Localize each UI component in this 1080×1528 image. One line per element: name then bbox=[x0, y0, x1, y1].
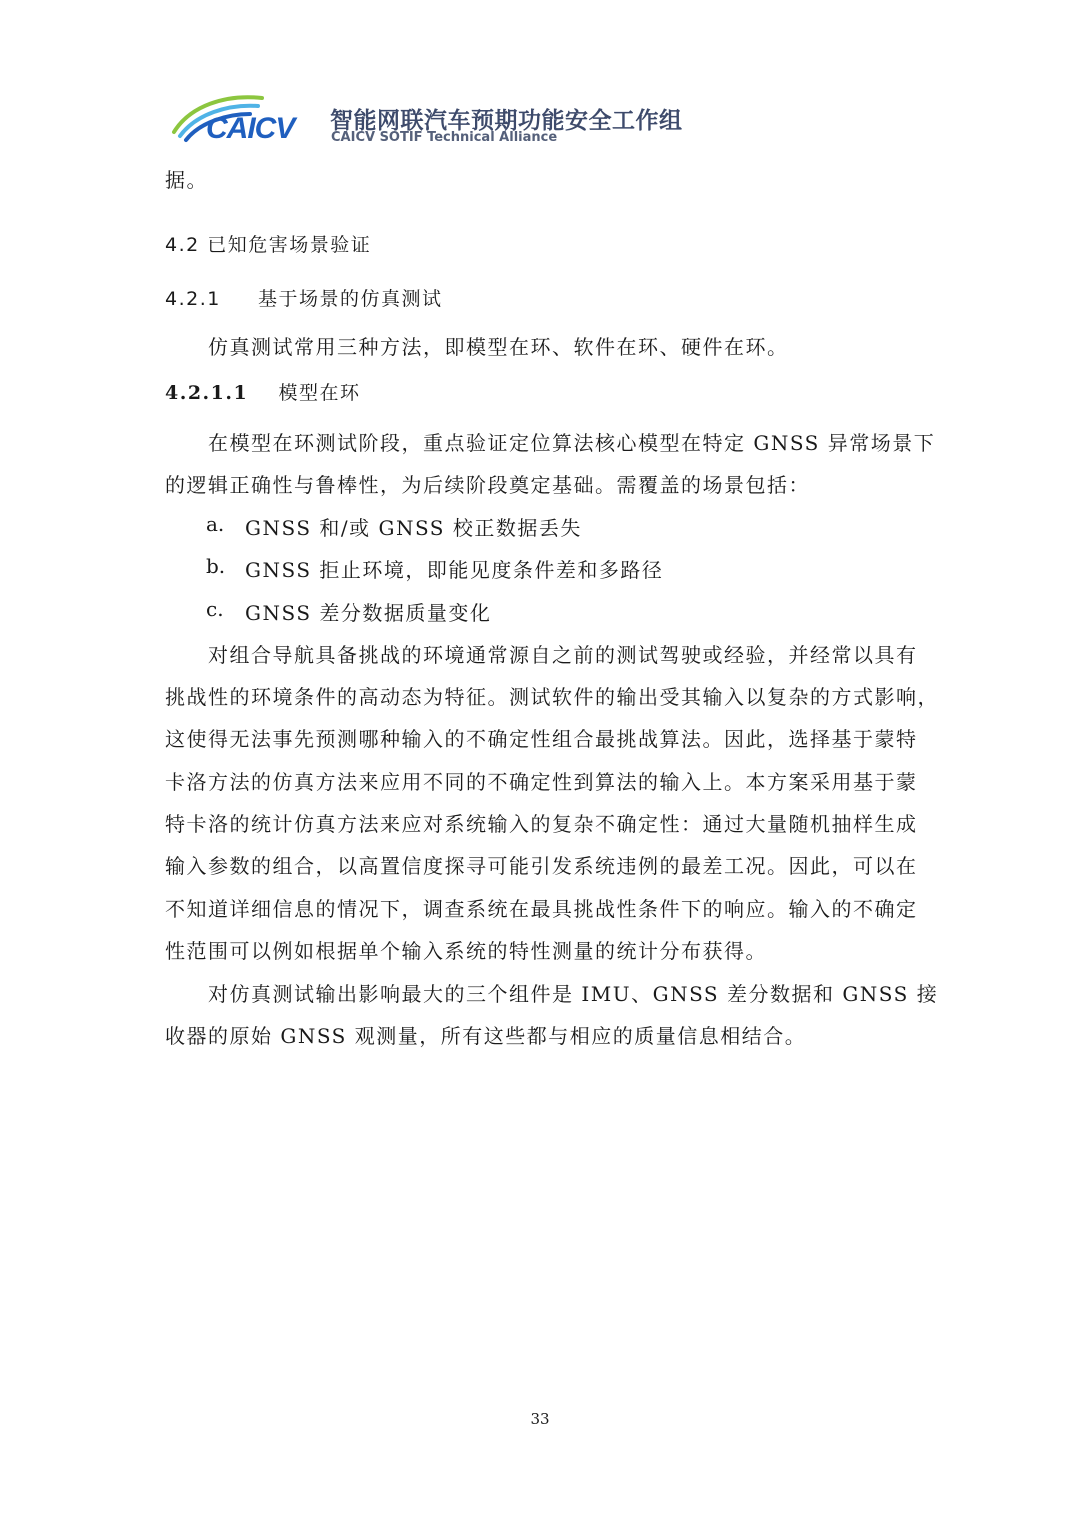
paragraph-line: 卡洛方法的仿真方法来应用不同的不确定性到算法的输入上。本方案采用基于蒙 bbox=[165, 770, 918, 794]
paragraph-line: 对组合导航具备挑战的环境通常源自之前的测试驾驶或经验，并经常以具有 bbox=[208, 643, 918, 667]
section-heading-4-2-1-1 bbox=[165, 378, 361, 405]
paragraph-line: 性范围可以例如根据单个输入系统的特性测量的统计分布获得。 bbox=[165, 939, 767, 963]
section-title: 基于场景的仿真测试 bbox=[257, 288, 443, 310]
section-heading-4-2-1 bbox=[165, 284, 442, 311]
paragraph-line: 对仿真测试输出影响最大的三个组件是 IMU、GNSS 差分数据和 GNSS 接 bbox=[208, 982, 939, 1006]
page-number: 33 bbox=[530, 1410, 550, 1428]
section-heading-4-2: 4.2 已知危害场景验证 bbox=[165, 234, 372, 256]
paragraph-line: 收器的原始 GNSS 观测量，所有这些都与相应的质量信息相结合。 bbox=[165, 1024, 807, 1048]
list-marker: b. bbox=[206, 554, 226, 578]
section-number: 4.2.1 bbox=[165, 288, 221, 310]
paragraph-line: 的逻辑正确性与鲁棒性，为后续阶段奠定基础。需覆盖的场景包括： bbox=[165, 473, 810, 497]
list-text: GNSS 差分数据质量变化 bbox=[245, 601, 492, 625]
org-name-en: CAICV SOTIF Technical Alliance bbox=[331, 130, 558, 145]
list-text: GNSS 和/或 GNSS 校正数据丢失 bbox=[245, 516, 582, 540]
list-marker: c. bbox=[206, 597, 224, 621]
paragraph-line: 不知道详细信息的情况下，调查系统在最具挑战性条件下的响应。输入的不确定 bbox=[165, 897, 918, 921]
caicv-logo-icon bbox=[170, 92, 325, 150]
logo-text: CAICV bbox=[206, 112, 295, 145]
paragraph-line: 这使得无法事先预测哪种输入的不确定性组合最挑战算法。因此，选择基于蒙特 bbox=[165, 727, 918, 751]
document-header bbox=[170, 92, 690, 152]
paragraph-line: 在模型在环测试阶段，重点验证定位算法核心模型在特定 GNSS 异常场景下 bbox=[208, 431, 936, 455]
paragraph-line: 特卡洛的统计仿真方法来应对系统输入的复杂不确定性：通过大量随机抽样生成 bbox=[165, 812, 918, 836]
paragraph-line: 挑战性的环境条件的高动态为特征。测试软件的输出受其输入以复杂的方式影响， bbox=[165, 685, 939, 709]
carry-over-text: 据。 bbox=[165, 168, 208, 192]
section-title: 模型在环 bbox=[278, 382, 361, 404]
org-name-cn: 智能网联汽车预期功能安全工作组 bbox=[330, 108, 683, 134]
section-number: 4.2.1.1 bbox=[165, 382, 249, 404]
list-marker: a. bbox=[206, 512, 225, 536]
paragraph-line: 输入参数的组合，以高置信度探寻可能引发系统违例的最差工况。因此，可以在 bbox=[165, 854, 918, 878]
intro-paragraph: 仿真测试常用三种方法，即模型在环、软件在环、硬件在环。 bbox=[208, 335, 789, 359]
list-text: GNSS 拒止环境，即能见度条件差和多路径 bbox=[245, 558, 664, 582]
